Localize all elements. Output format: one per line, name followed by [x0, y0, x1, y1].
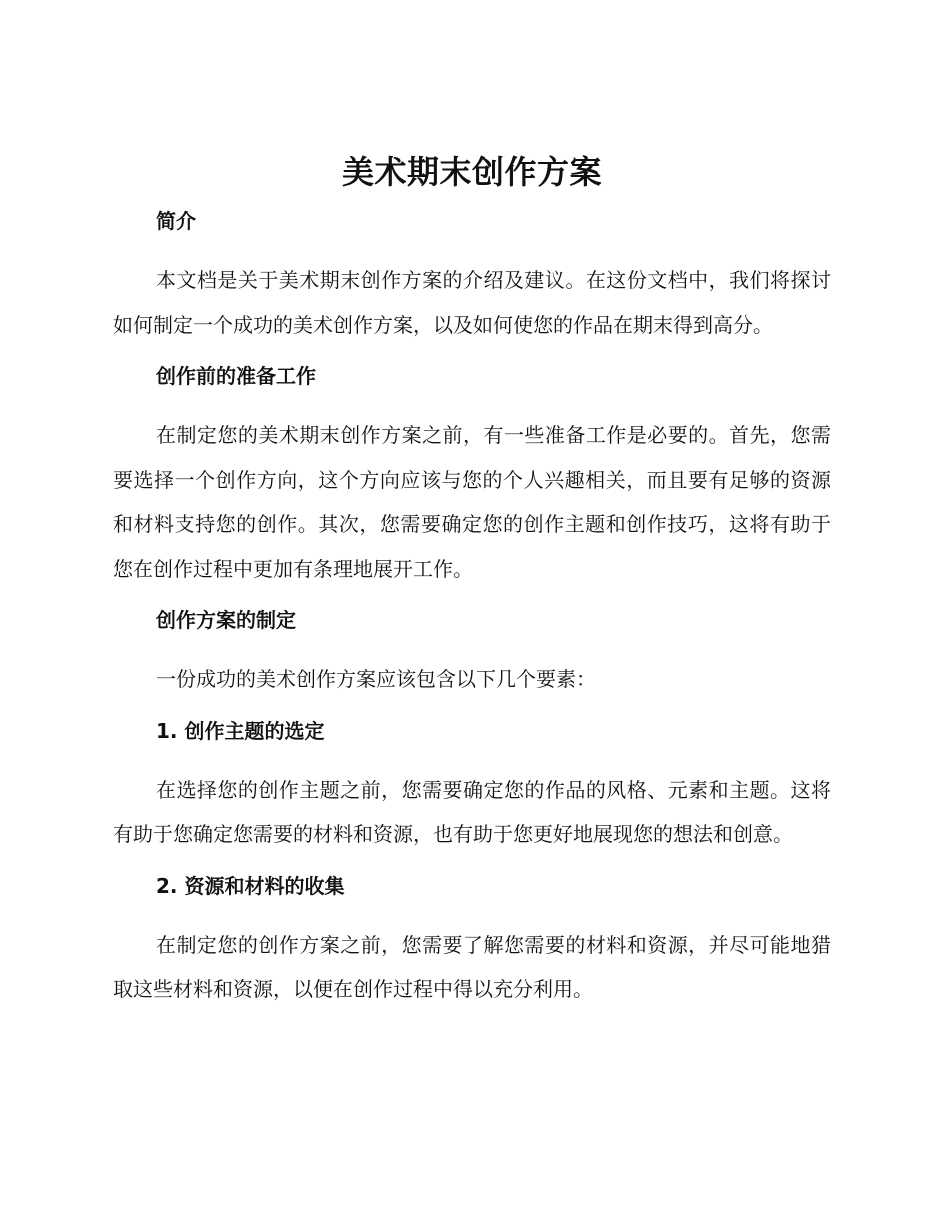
section-body-prep: 在制定您的美术期末创作方案之前，有一些准备工作是必要的。首先，您需要选择一个创作方向，这个方向应该与您的个人兴趣相关，而且要有足够的资源和材料支持您的创作。其次，您需要确定您的创作主题和创作技巧，这将有助于您在创作过程中更加有条理地展开工作。: [113, 423, 831, 581]
section-body-resources: 在制定您的创作方案之前，您需要了解您需要的材料和资源，并尽可能地猎取这些材料和资源，以便在创作过程中得以充分利用。: [113, 932, 831, 1001]
document-content: [113, 150, 831, 1012]
section-body-intro: 本文档是关于美术期末创作方案的介绍及建议。在这份文档中，我们将探讨如何制定一个成功的美术创作方案，以及如何使您的作品在期末得到高分。: [113, 268, 831, 337]
section-heading-intro: 简介: [156, 209, 196, 233]
document-title: 美术期末创作方案: [341, 153, 602, 191]
section-heading-theme: 1. 创作主题的选定: [156, 718, 325, 743]
section-heading-prep: 创作前的准备工作: [156, 364, 316, 388]
section-heading-resources: 2. 资源和材料的收集: [156, 873, 345, 898]
section-heading-plan: 创作方案的制定: [156, 608, 296, 632]
section-body-theme: 在选择您的创作主题之前，您需要确定您的作品的风格、元素和主题。这将有助于您确定您需要的材料和资源，也有助于您更好地展现您的想法和创意。: [113, 777, 831, 846]
section-body-plan: 一份成功的美术创作方案应该包含以下几个要素：: [156, 667, 596, 691]
